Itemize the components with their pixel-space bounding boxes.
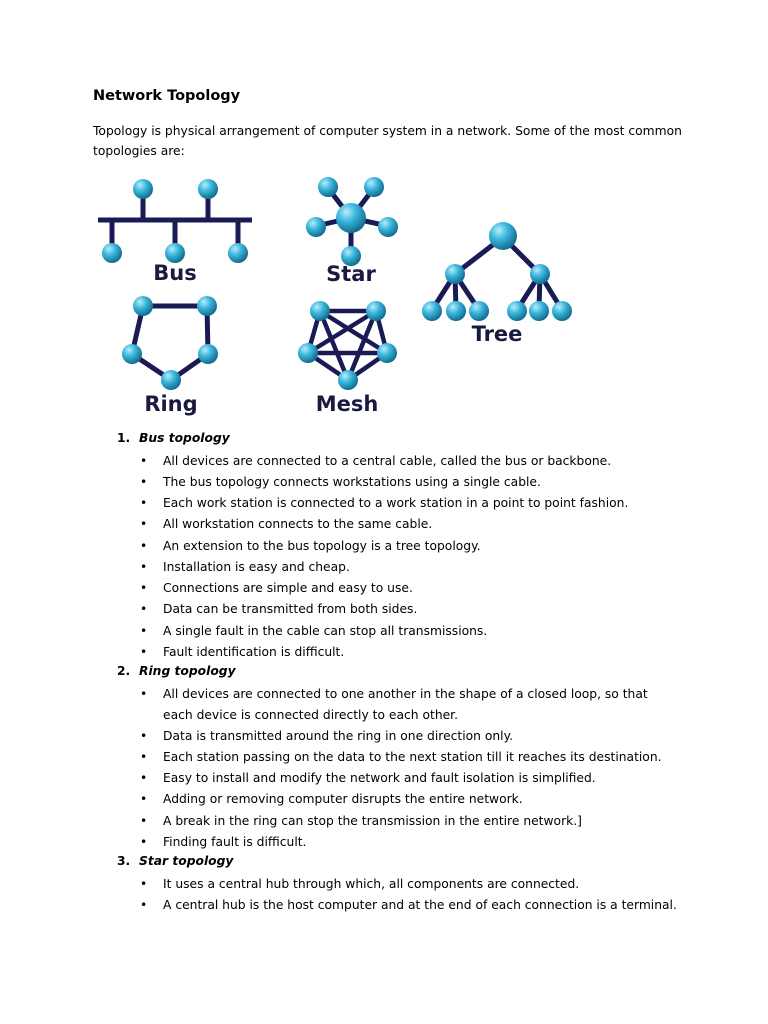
- bullet-icon: •: [140, 475, 148, 489]
- list-item: • Connections are simple and easy to use.: [140, 578, 680, 599]
- bullet-icon: •: [140, 771, 148, 785]
- section-title-text: Bus topology: [139, 431, 230, 445]
- section-title-text: Star topology: [139, 854, 234, 868]
- bullet-icon: •: [140, 687, 148, 701]
- list-item: • A central hub is the host computer and at the end of each connection is a terminal.: [140, 895, 680, 916]
- star-nodes: [306, 177, 398, 266]
- bullet-icon: •: [140, 814, 148, 828]
- list-item: • The bus topology connects workstations using a single cable.: [140, 472, 680, 493]
- bullet-icon: •: [140, 454, 148, 468]
- section-number: 1.: [117, 431, 131, 445]
- list-item: • Installation is easy and cheap.: [140, 557, 680, 578]
- ring-topology: [122, 296, 218, 390]
- section-title: [117, 664, 236, 678]
- bullet-icon: •: [140, 877, 148, 891]
- list-item: • Finding fault is difficult.: [140, 832, 680, 853]
- ring-label: Ring: [144, 392, 198, 416]
- bullet-icon: •: [140, 792, 148, 806]
- bullet-icon: •: [140, 750, 148, 764]
- section-title: [117, 854, 233, 868]
- bullet-icon: •: [140, 539, 148, 553]
- list-item: • Each station passing on the data to the next station till it reaches its destination.: [140, 747, 680, 768]
- intro-paragraph: Topology is physical arrangement of computer system in a network. Some of the most common topologies are:: [93, 124, 682, 158]
- section-number: 3.: [117, 854, 131, 868]
- bullet-icon: •: [140, 624, 148, 638]
- bullet-icon: •: [140, 898, 148, 912]
- section-title-text: Ring topology: [139, 664, 236, 678]
- tree-nodes: [422, 222, 572, 321]
- list-item: • All devices are connected to one another in the shape of a closed loop, so that each device is connected directly to each other.: [140, 684, 680, 726]
- section-number: 2.: [117, 664, 131, 678]
- bullet-icon: •: [140, 835, 148, 849]
- bullet-icon: •: [140, 560, 148, 574]
- topology-diagram: [90, 168, 590, 423]
- bus-label: Bus: [153, 261, 197, 285]
- list-item: • Data can be transmitted from both sides.: [140, 599, 680, 620]
- page-title: Network Topology: [93, 88, 241, 104]
- list-item: • All devices are connected to a central cable, called the bus or backbone.: [140, 451, 680, 472]
- tree-label: Tree: [471, 322, 523, 346]
- mesh-label: Mesh: [315, 392, 379, 416]
- list-item: • A single fault in the cable can stop all transmissions.: [140, 621, 680, 642]
- star-label: Star: [326, 262, 376, 286]
- bullet-icon: •: [140, 581, 148, 595]
- list-item: • A break in the ring can stop the transmission in the entire network.]: [140, 811, 680, 832]
- bullet-icon: •: [140, 645, 148, 659]
- list-item: • All workstation connects to the same cable.: [140, 514, 680, 535]
- bullet-icon: •: [140, 602, 148, 616]
- list-item: • Fault identification is difficult.: [140, 642, 680, 663]
- list-item: • Data is transmitted around the ring in one direction only.: [140, 726, 680, 747]
- list-item: • An extension to the bus topology is a tree topology.: [140, 536, 680, 557]
- bullet-icon: •: [140, 496, 148, 510]
- list-item: • Easy to install and modify the network and fault isolation is simplified.: [140, 768, 680, 789]
- bullet-icon: •: [140, 729, 148, 743]
- list-item: • Adding or removing computer disrupts the entire network.: [140, 789, 680, 810]
- section-title: [117, 431, 230, 445]
- mesh-topology: [298, 301, 397, 390]
- list-item: • It uses a central hub through which, all components are connected.: [140, 874, 680, 895]
- bullet-icon: •: [140, 517, 148, 531]
- list-item: • Each work station is connected to a work station in a point to point fashion.: [140, 493, 680, 514]
- bus-topology: [98, 190, 252, 252]
